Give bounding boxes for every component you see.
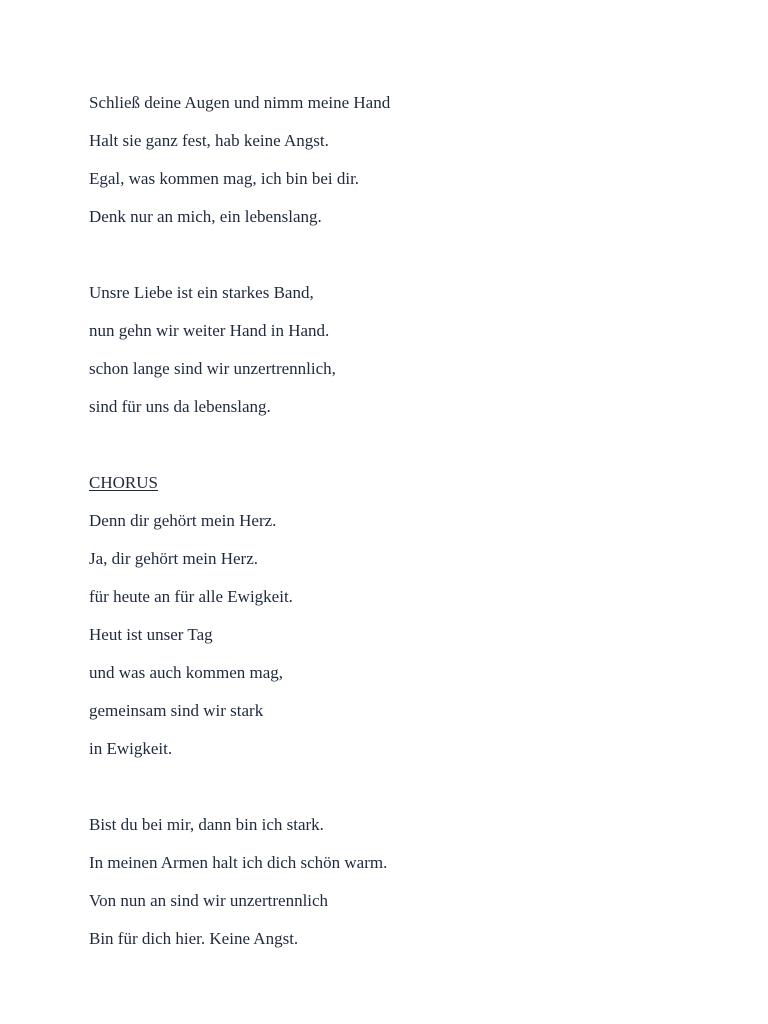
lyric-line: und was auch kommen mag, xyxy=(89,663,284,682)
lyric-line: Bist du bei mir, dann bin ich stark. xyxy=(89,815,324,834)
lyric-line: Bin für dich hier. Keine Angst. xyxy=(89,929,299,948)
lyric-line: Halt sie ganz fest, hab keine Angst. xyxy=(89,131,329,150)
lyric-line: Ja, dir gehört mein Herz. xyxy=(89,549,258,568)
lyric-line: Denk nur an mich, ein lebenslang. xyxy=(89,207,322,226)
chorus xyxy=(89,470,729,774)
lyric-line: Von nun an sind wir unzertrennlich xyxy=(89,891,329,910)
lyric-line: sind für uns da lebenslang. xyxy=(89,397,271,416)
lyrics-body xyxy=(89,90,729,1002)
lyric-line: in Ewigkeit. xyxy=(89,739,173,758)
lyric-line: Heut ist unser Tag xyxy=(89,625,213,644)
lyric-line: nun gehn wir weiter Hand in Hand. xyxy=(89,321,330,340)
verse-3 xyxy=(89,812,729,964)
verse-1 xyxy=(89,90,729,242)
chorus-heading: CHORUS xyxy=(89,473,158,492)
lyric-line: für heute an für alle Ewigkeit. xyxy=(89,587,293,606)
lyric-line: Unsre Liebe ist ein starkes Band, xyxy=(89,283,314,302)
lyric-line: schon lange sind wir unzertrennlich, xyxy=(89,359,336,378)
verse-2 xyxy=(89,280,729,432)
lyric-line: Egal, was kommen mag, ich bin bei dir. xyxy=(89,169,360,188)
lyric-line: Denn dir gehört mein Herz. xyxy=(89,511,277,530)
lyric-line: In meinen Armen halt ich dich schön warm. xyxy=(89,853,388,872)
lyric-line: gemeinsam sind wir stark xyxy=(89,701,264,720)
lyric-line: Schließ deine Augen und nimm meine Hand xyxy=(89,93,391,112)
